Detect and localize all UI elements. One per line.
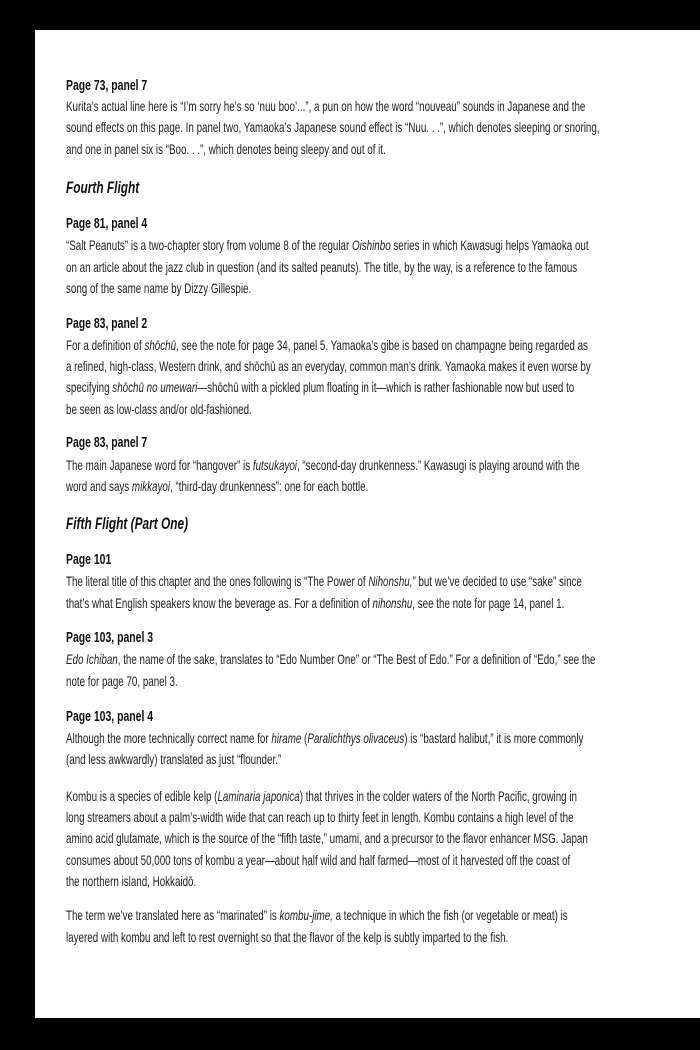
paragraph-line bbox=[66, 236, 589, 254]
italic-term: Laminaria japonica bbox=[217, 788, 300, 804]
paragraph-line bbox=[66, 872, 196, 890]
section-heading: Fifth Flight (Part One) bbox=[66, 515, 189, 533]
text-segment: layered with kombu and left to rest overnight so that the flavor of the kelp is subtly imparted to the fish. bbox=[66, 929, 509, 945]
text-segment: (and less awkwardly) translated as just “flounder.” bbox=[66, 751, 282, 767]
text-segment: —shōchū with a pickled plum floating in it—which is rather fashionable now but used to bbox=[197, 379, 575, 395]
text-segment: specifying bbox=[66, 379, 113, 395]
paragraph-line bbox=[66, 672, 178, 690]
paragraph-line bbox=[66, 829, 588, 847]
paragraph-line bbox=[66, 140, 386, 158]
text-segment: series in which Kawasugi helps Yamaoka out bbox=[390, 237, 589, 253]
text-segment: sound effects on this page. In panel two, Yamaoka’s Japanese sound effect is “Nuu. . .”, which denotes sleeping or snoring, bbox=[66, 119, 600, 135]
text-segment: Kurita’s actual line here is “I’m sorry he’s so ‘nuu boo’...”, a pun on how the word “nouveau” sounds in Japanese and the bbox=[66, 98, 586, 114]
paragraph-line bbox=[66, 378, 574, 396]
note-heading: Page 83, panel 7 bbox=[66, 435, 148, 451]
paragraph-line bbox=[66, 928, 508, 946]
text-segment: a refined, high-class, Western drink, and shōchū as an everyday, common man’s drink. Yamaoka makes it even worse by bbox=[66, 358, 591, 374]
text-segment: word and says bbox=[66, 478, 132, 494]
text-segment: , see the note for page 14, panel 1. bbox=[412, 595, 565, 611]
paragraph-line bbox=[66, 906, 568, 924]
note-heading: Page 81, panel 4 bbox=[66, 216, 148, 232]
text-segment: , see the note for page 34, panel 5. Yamaoka’s gibe is based on champagne being regarded as bbox=[176, 337, 588, 353]
text-segment: For a definition of bbox=[66, 337, 145, 353]
note-heading: Page 83, panel 2 bbox=[66, 316, 148, 332]
text-segment: the northern island, Hokkaidō. bbox=[66, 873, 197, 889]
paragraph-line bbox=[66, 808, 574, 826]
paragraph-line bbox=[66, 594, 564, 612]
italic-term: Edo Ichiban bbox=[66, 651, 118, 667]
paragraph-line bbox=[66, 400, 252, 418]
text-segment: song of the same name by Dizzy Gillespie. bbox=[66, 280, 252, 296]
text-segment: “Salt Peanuts” is a two-chapter story from volume 8 of the regular bbox=[66, 237, 352, 253]
note-heading: Page 101 bbox=[66, 552, 112, 568]
note-heading: Page 103, panel 4 bbox=[66, 709, 154, 725]
paragraph-line bbox=[66, 118, 600, 136]
note-heading: Page 103, panel 3 bbox=[66, 630, 154, 646]
note-heading: Page 73, panel 7 bbox=[66, 78, 148, 94]
italic-term: shōchū no umewari bbox=[112, 379, 198, 395]
italic-term: Paralichthys olivaceus bbox=[307, 730, 405, 746]
text-segment: , the name of the sake, translates to “Edo Number One” or “The Best of Edo.” For a definition of “Edo,” see the bbox=[117, 651, 596, 667]
italic-term: futsukayoi bbox=[252, 457, 297, 473]
italic-term: shōchū bbox=[144, 337, 177, 353]
text-segment: ) is “bastard halibut,” it is more commonly bbox=[404, 730, 584, 746]
italic-term: nihonshu bbox=[372, 595, 413, 611]
text-segment: , “third-day drunkenness”: one for each bottle. bbox=[170, 478, 369, 494]
paragraph-line bbox=[66, 357, 591, 375]
text-segment: Although the more technically correct name for bbox=[66, 730, 272, 746]
paragraph-line bbox=[66, 851, 570, 869]
text-segment: on an article about the jazz club in question (and its salted peanuts). The title, by the way, is a reference to the famous bbox=[66, 259, 578, 275]
italic-term: kombu-jime, bbox=[279, 907, 333, 923]
text-segment: and one in panel six is “Boo. . .”, which denotes being sleepy and out of it. bbox=[66, 141, 386, 157]
italic-term: hirame bbox=[271, 730, 302, 746]
section-heading: Fourth Flight bbox=[66, 179, 140, 197]
text-segment: The main Japanese word for “hangover” is bbox=[66, 457, 253, 473]
text-segment: The term we’ve translated here as “marinated” is bbox=[66, 907, 280, 923]
text-segment: note for page 70, panel 3. bbox=[66, 673, 178, 689]
paragraph-line bbox=[66, 279, 251, 297]
italic-term: Nihonshu, bbox=[368, 573, 413, 589]
text-segment: a technique in which the fish (or vegetable or meat) is bbox=[332, 907, 568, 923]
text-segment: long streamers about a palm’s-width wide that can reach up to thirty feet in length. Kombu contains a high level of the bbox=[66, 809, 574, 825]
paragraph-line bbox=[66, 750, 281, 768]
text-segment: ( bbox=[301, 730, 308, 746]
text-segment: be seen as low-class and/or old-fashioned. bbox=[66, 401, 252, 417]
text-segment: ” but we’ve decided to use “sake” since bbox=[412, 573, 582, 589]
paragraph-line bbox=[66, 97, 585, 115]
text-segment: The literal title of this chapter and the ones following is “The Power of bbox=[66, 573, 369, 589]
paragraph-line bbox=[66, 650, 595, 668]
paragraph-line bbox=[66, 572, 582, 590]
paragraph-line bbox=[66, 258, 577, 276]
text-segment: , “second-day drunkenness.” Kawasugi is playing around with the bbox=[296, 457, 580, 473]
text-segment: consumes about 50,000 tons of kombu a year—about half wild and half farmed—most of it harvested off the coast of bbox=[66, 852, 571, 868]
italic-term: Oishinbo bbox=[351, 237, 391, 253]
paragraph-line bbox=[66, 787, 577, 805]
text-segment: Kombu is a species of edible kelp ( bbox=[66, 788, 218, 804]
italic-term: mikkayoi bbox=[131, 478, 171, 494]
paragraph-line bbox=[66, 729, 583, 747]
document-page bbox=[35, 30, 700, 1018]
paragraph-line bbox=[66, 477, 368, 495]
text-segment: amino acid glutamate, which is the source of the “fifth taste,” umami, and a precursor to the flavor enhancer MSG. Japan bbox=[66, 830, 588, 846]
text-segment: that’s what English speakers know the beverage as. For a definition of bbox=[66, 595, 373, 611]
text-segment: ) that thrives in the colder waters of the North Pacific, growing in bbox=[299, 788, 577, 804]
paragraph-line bbox=[66, 336, 588, 354]
paragraph-line bbox=[66, 456, 580, 474]
